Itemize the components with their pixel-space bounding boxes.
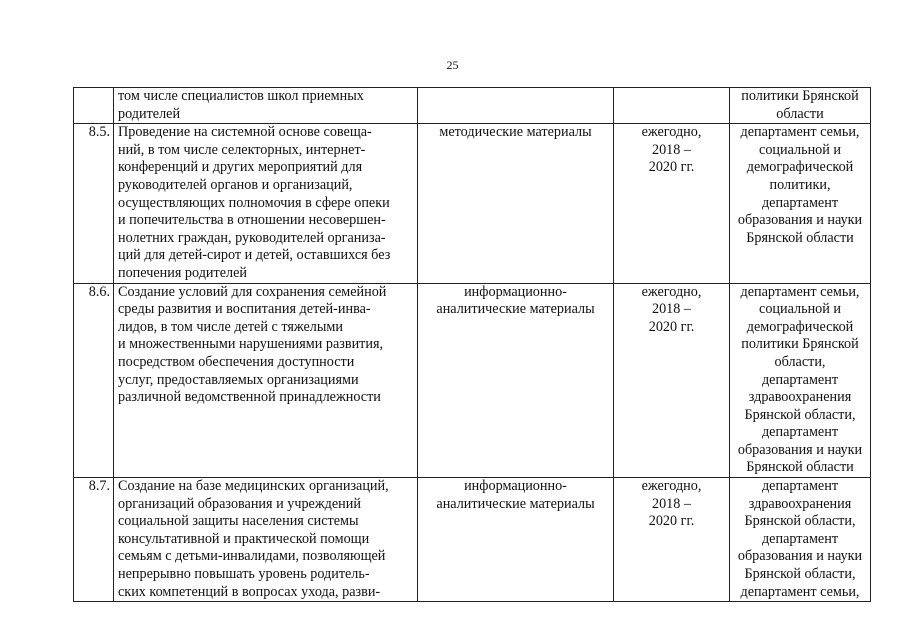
item-number-cell: 8.5.: [74, 124, 114, 283]
period-cell: ежегодно, 2018 – 2020 гг.: [614, 478, 730, 602]
action-cell: том числе специалистов школ приемных родителей: [114, 88, 418, 124]
output-cell: информационно- аналитические материалы: [418, 283, 614, 478]
action-cell: Создание условий для сохранения семейной среды развития и воспитания детей-инва- лидов, в том числе детей с тяжелыми и множественными нарушениями развития, посредством обеспечения доступности услуг, предоставляемых организациями различной ведомственной принадлежности: [114, 283, 418, 478]
table-row: [74, 283, 871, 478]
responsible-cell: департамент семьи, социальной и демографической политики Брянской области, департамент здравоохранения Брянской области, департамент образования и науки Брянской области: [730, 283, 871, 478]
responsible-cell: политики Брянской области: [730, 88, 871, 124]
table-row: [74, 88, 871, 124]
item-number-cell: 8.7.: [74, 478, 114, 602]
period-cell: [614, 88, 730, 124]
page-number: 25: [446, 58, 459, 72]
item-number-cell: 8.6.: [74, 283, 114, 478]
action-cell: Создание на базе медицинских организаций, организаций образования и учреждений социальной защиты населения системы консультативной и практической помощи семьям с детьми-инвалидами, позволяющей непрерывно повышать уровень родитель- ских компетенций в вопросах ухода, разви-: [114, 478, 418, 602]
period-cell: ежегодно, 2018 – 2020 гг.: [614, 283, 730, 478]
action-cell: Проведение на системной основе совеща- ний, в том числе селекторных, интернет- конференций и других мероприятий для руководителей органов и организаций, осуществляющих полномочия в сфере опеки и попечительства в отношении несовершен- нолетних граждан, руководителей организа- ций для детей-сирот и детей, оставшихся без попечения родителей: [114, 124, 418, 283]
table-row: [74, 124, 871, 283]
responsible-cell: департамент здравоохранения Брянской области, департамент образования и науки Брянской области, департамент семьи,: [730, 478, 871, 602]
output-cell: [418, 88, 614, 124]
output-cell: методические материалы: [418, 124, 614, 283]
action-plan-table: [73, 87, 871, 602]
output-cell: информационно- аналитические материалы: [418, 478, 614, 602]
item-number-cell: [74, 88, 114, 124]
responsible-cell: департамент семьи, социальной и демографической политики, департамент образования и науки Брянской области: [730, 124, 871, 283]
period-cell: ежегодно, 2018 – 2020 гг.: [614, 124, 730, 283]
table-row: [74, 478, 871, 602]
